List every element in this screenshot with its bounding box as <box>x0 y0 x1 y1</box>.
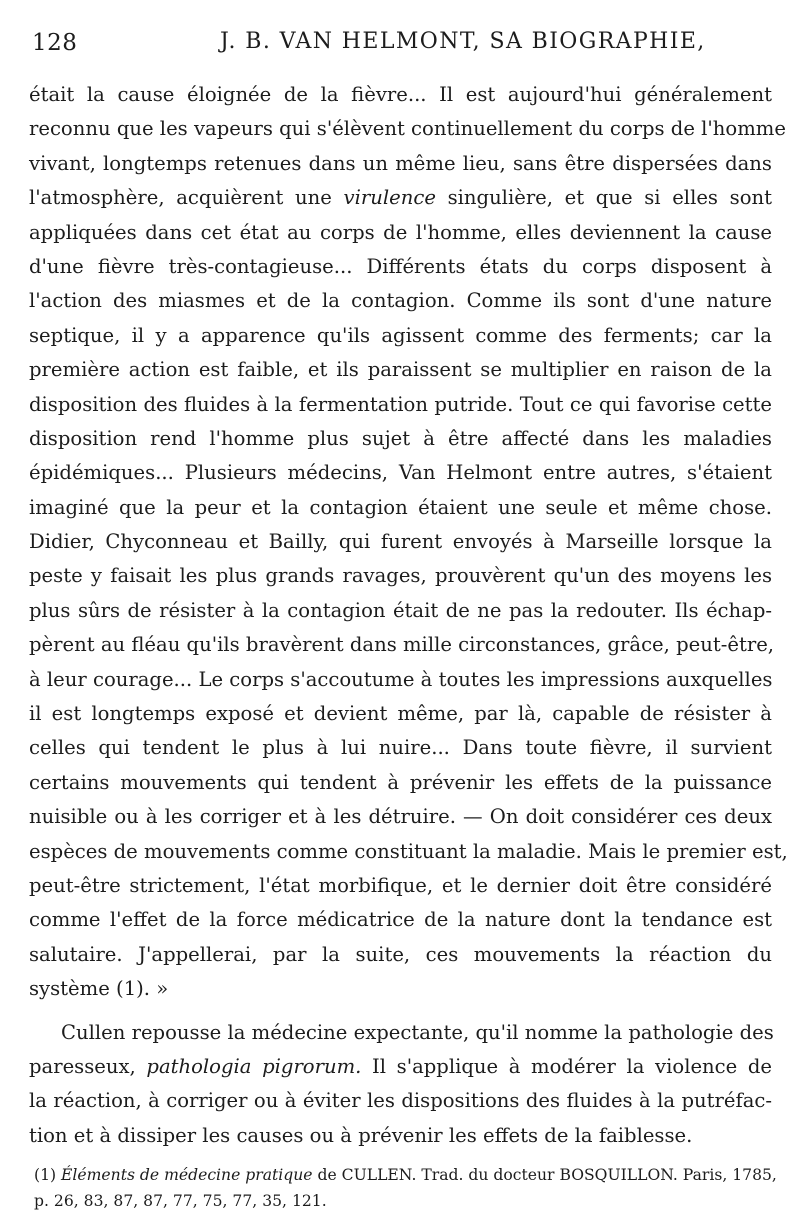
text-line: Didier, Chyconneau et Bailly, qui furent envoyés à Marseille lorsque la <box>29 530 772 554</box>
body-text <box>29 78 788 1153</box>
italic-text: Éléments de médecine pratique <box>61 1166 313 1184</box>
footnote-line: p. 26, 83, 87, 87, 77, 75, 77, 35, 121. <box>34 1192 327 1210</box>
text-line: vivant, longtemps retenues dans un même lieu, sans être dispersées dans <box>29 151 772 175</box>
text-segment: Il s'applique à modérer la violence de <box>361 1054 772 1078</box>
text-line: à leur courage... Le corps s'accoutume à toutes les impressions auxquelles <box>29 667 773 691</box>
text-line: était la cause éloignée de la fièvre... Il est aujourd'hui généralement <box>29 83 772 106</box>
text-line: septique, il y a apparence qu'ils agissent comme des ferments; car la <box>29 323 772 347</box>
text-line: imaginé que la peur et la contagion étaient une seule et même chose. <box>29 495 772 519</box>
text-line: il est longtemps exposé et devient même, par là, capable de résister à <box>29 702 772 726</box>
italic-text: pathologia pigrorum. <box>146 1054 362 1078</box>
text-line: Cullen repousse la médecine expectante, qu'il nomme la pathologie des <box>61 1020 774 1044</box>
text-segment: paresseux, <box>29 1054 147 1078</box>
text-line: celles qui tendent le plus à lui nuire... Dans toute fièvre, il survient <box>29 736 772 760</box>
text-line: d'une fièvre très-contagieuse... Différents états du corps disposent à <box>29 254 772 278</box>
text-line: peut-être strictement, l'état morbifique, et le dernier doit être considéré <box>29 873 772 897</box>
footnotes <box>34 1162 777 1213</box>
text-line <box>29 1050 772 1084</box>
text-line: disposition des fluides à la fermentation putride. Tout ce qui favorise cette <box>29 392 772 416</box>
text-segment: de CULLEN. Trad. du docteur BOSQUILLON. Paris, 1785, <box>312 1166 777 1184</box>
text-line: première action est faible, et ils paraissent se multiplier en raison de la <box>29 358 772 382</box>
running-title: J. B. VAN HELMONT, SA BIOGRAPHIE, <box>220 29 706 54</box>
text-line: disposition rend l'homme plus sujet à être affecté dans les maladies <box>29 426 772 450</box>
text-segment: (1) <box>34 1166 62 1184</box>
text-line: nuisible ou à les corriger et à les détruire. — On doit considérer ces deux <box>29 805 772 829</box>
text-line: l'action des miasmes et de la contagion. Comme ils sont d'une nature <box>29 289 772 313</box>
text-segment: singulière, et que si elles sont <box>435 186 772 210</box>
text-line: plus sûrs de résister à la contagion était de ne pas la redouter. Ils échap- <box>29 598 772 622</box>
text-line: salutaire. J'appellerai, par la suite, ces mouvements la réaction du <box>29 942 772 966</box>
text-line: épidémiques... Plusieurs médecins, Van Helmont entre autres, s'étaient <box>29 461 772 485</box>
text-line: pèrent au fléau qu'ils bravèrent dans mille circonstances, grâce, peut-être, <box>29 633 775 657</box>
paragraph <box>29 78 788 1007</box>
text-line: certains mouvements qui tendent à prévenir les effets de la puissance <box>29 770 772 794</box>
text-line: tion et à dissiper les causes ou à prévenir les effets de la faiblesse. <box>29 1123 693 1147</box>
text-segment: l'atmosphère, acquièrent une <box>29 186 344 210</box>
italic-text: virulence <box>343 186 436 210</box>
page-number: 128 <box>32 30 78 56</box>
paragraph <box>29 1016 772 1154</box>
text-line: reconnu que les vapeurs qui s'élèvent continuellement du corps de l'homme <box>29 117 786 141</box>
text-line: espèces de mouvements comme constituant la maladie. Mais le premier est, <box>29 839 788 863</box>
footnote-line <box>34 1162 777 1188</box>
text-line: système (1). » <box>29 977 169 1001</box>
page-header <box>28 27 772 61</box>
text-line <box>29 181 772 215</box>
text-line: peste y faisait les plus grands ravages, prouvèrent qu'un des moyens les <box>29 564 772 588</box>
text-line: appliquées dans cet état au corps de l'homme, elles deviennent la cause <box>29 220 772 244</box>
text-line: la réaction, à corriger ou à éviter les dispositions des fluides à la putréfac- <box>29 1089 772 1113</box>
text-line: comme l'effet de la force médicatrice de la nature dont la tendance est <box>29 908 772 932</box>
